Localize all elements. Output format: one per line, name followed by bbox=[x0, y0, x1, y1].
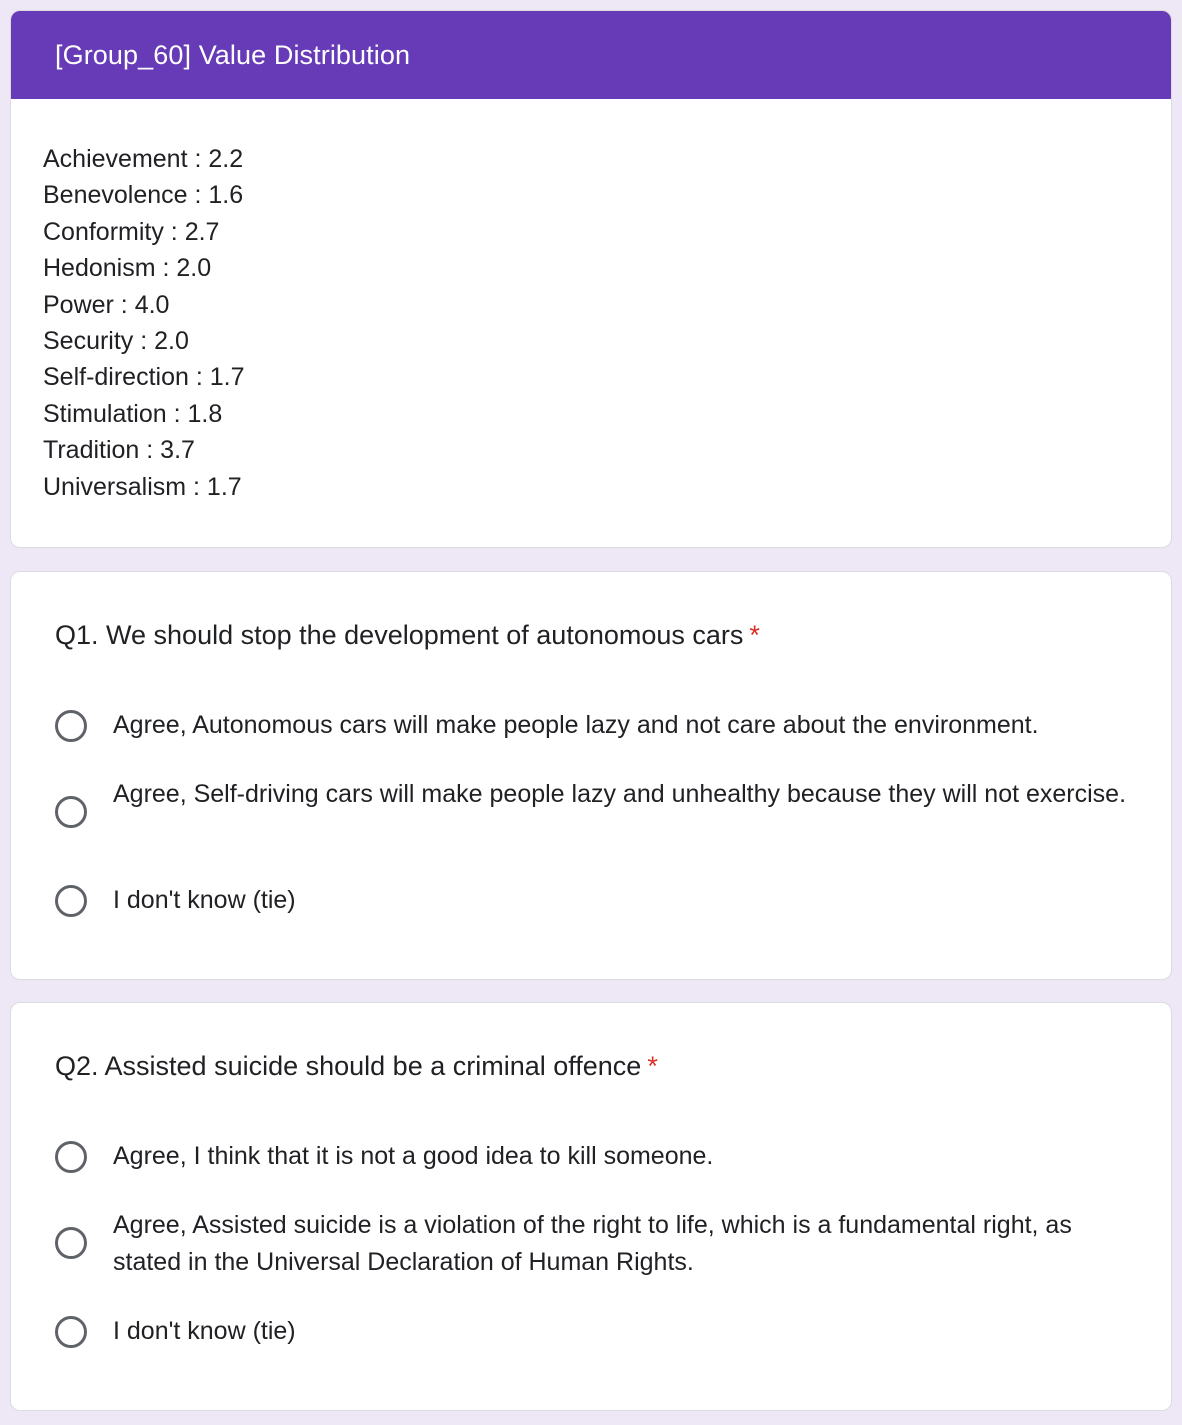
option-label: Agree, Self-driving cars will make people lazy and unhealthy because they will not exercise. bbox=[113, 780, 1127, 808]
question-title bbox=[55, 620, 760, 651]
value-item: Benevolence : 1.6 bbox=[43, 181, 244, 210]
radio-option[interactable] bbox=[55, 1137, 1131, 1177]
value-item: Self-direction : 1.7 bbox=[43, 363, 245, 392]
option-label: Agree, Assisted suicide is a violation of the right to life, which is a fundamental right, as stated in the Universal Declaration of Human Rights. bbox=[113, 1211, 1072, 1276]
value-item: Stimulation : 1.8 bbox=[43, 399, 223, 428]
radio-option[interactable] bbox=[55, 881, 1131, 921]
radio-button[interactable] bbox=[55, 1316, 87, 1348]
value-item: Hedonism : 2.0 bbox=[43, 254, 212, 283]
question-title-text: Q2. Assisted suicide should be a criminal offence bbox=[55, 1051, 642, 1081]
value-distribution-card bbox=[10, 10, 1172, 548]
value-list bbox=[43, 141, 245, 505]
question-title bbox=[55, 1051, 658, 1082]
value-item: Power : 4.0 bbox=[43, 290, 170, 319]
section-header bbox=[11, 11, 1171, 99]
required-asterisk: * bbox=[647, 1051, 658, 1081]
question-card-q2 bbox=[10, 1002, 1172, 1411]
value-item: Tradition : 3.7 bbox=[43, 436, 195, 465]
radio-button[interactable] bbox=[55, 1141, 87, 1173]
option-label: Agree, I think that it is not a good idea to kill someone. bbox=[113, 1142, 714, 1170]
value-item: Achievement : 2.2 bbox=[43, 145, 244, 173]
radio-option[interactable] bbox=[55, 706, 1131, 746]
value-item: Conformity : 2.7 bbox=[43, 217, 220, 246]
option-label: I don't know (tie) bbox=[113, 886, 296, 914]
radio-button[interactable] bbox=[55, 885, 87, 917]
radio-option[interactable] bbox=[55, 775, 1131, 851]
value-item: Security : 2.0 bbox=[43, 326, 189, 355]
section-title: [Group_60] Value Distribution bbox=[55, 39, 411, 70]
radio-option[interactable] bbox=[55, 1312, 1131, 1352]
required-asterisk: * bbox=[749, 620, 760, 650]
radio-option[interactable] bbox=[55, 1206, 1131, 1282]
question-title-text: Q1. We should stop the development of autonomous cars bbox=[55, 620, 744, 650]
radio-button[interactable] bbox=[55, 710, 87, 742]
option-label: Agree, Autonomous cars will make people lazy and not care about the environment. bbox=[113, 711, 1039, 739]
radio-button[interactable] bbox=[55, 796, 87, 828]
value-item: Universalism : 1.7 bbox=[43, 472, 242, 501]
question-card-q1 bbox=[10, 571, 1172, 980]
option-label: I don't know (tie) bbox=[113, 1317, 296, 1345]
radio-button[interactable] bbox=[55, 1227, 87, 1259]
